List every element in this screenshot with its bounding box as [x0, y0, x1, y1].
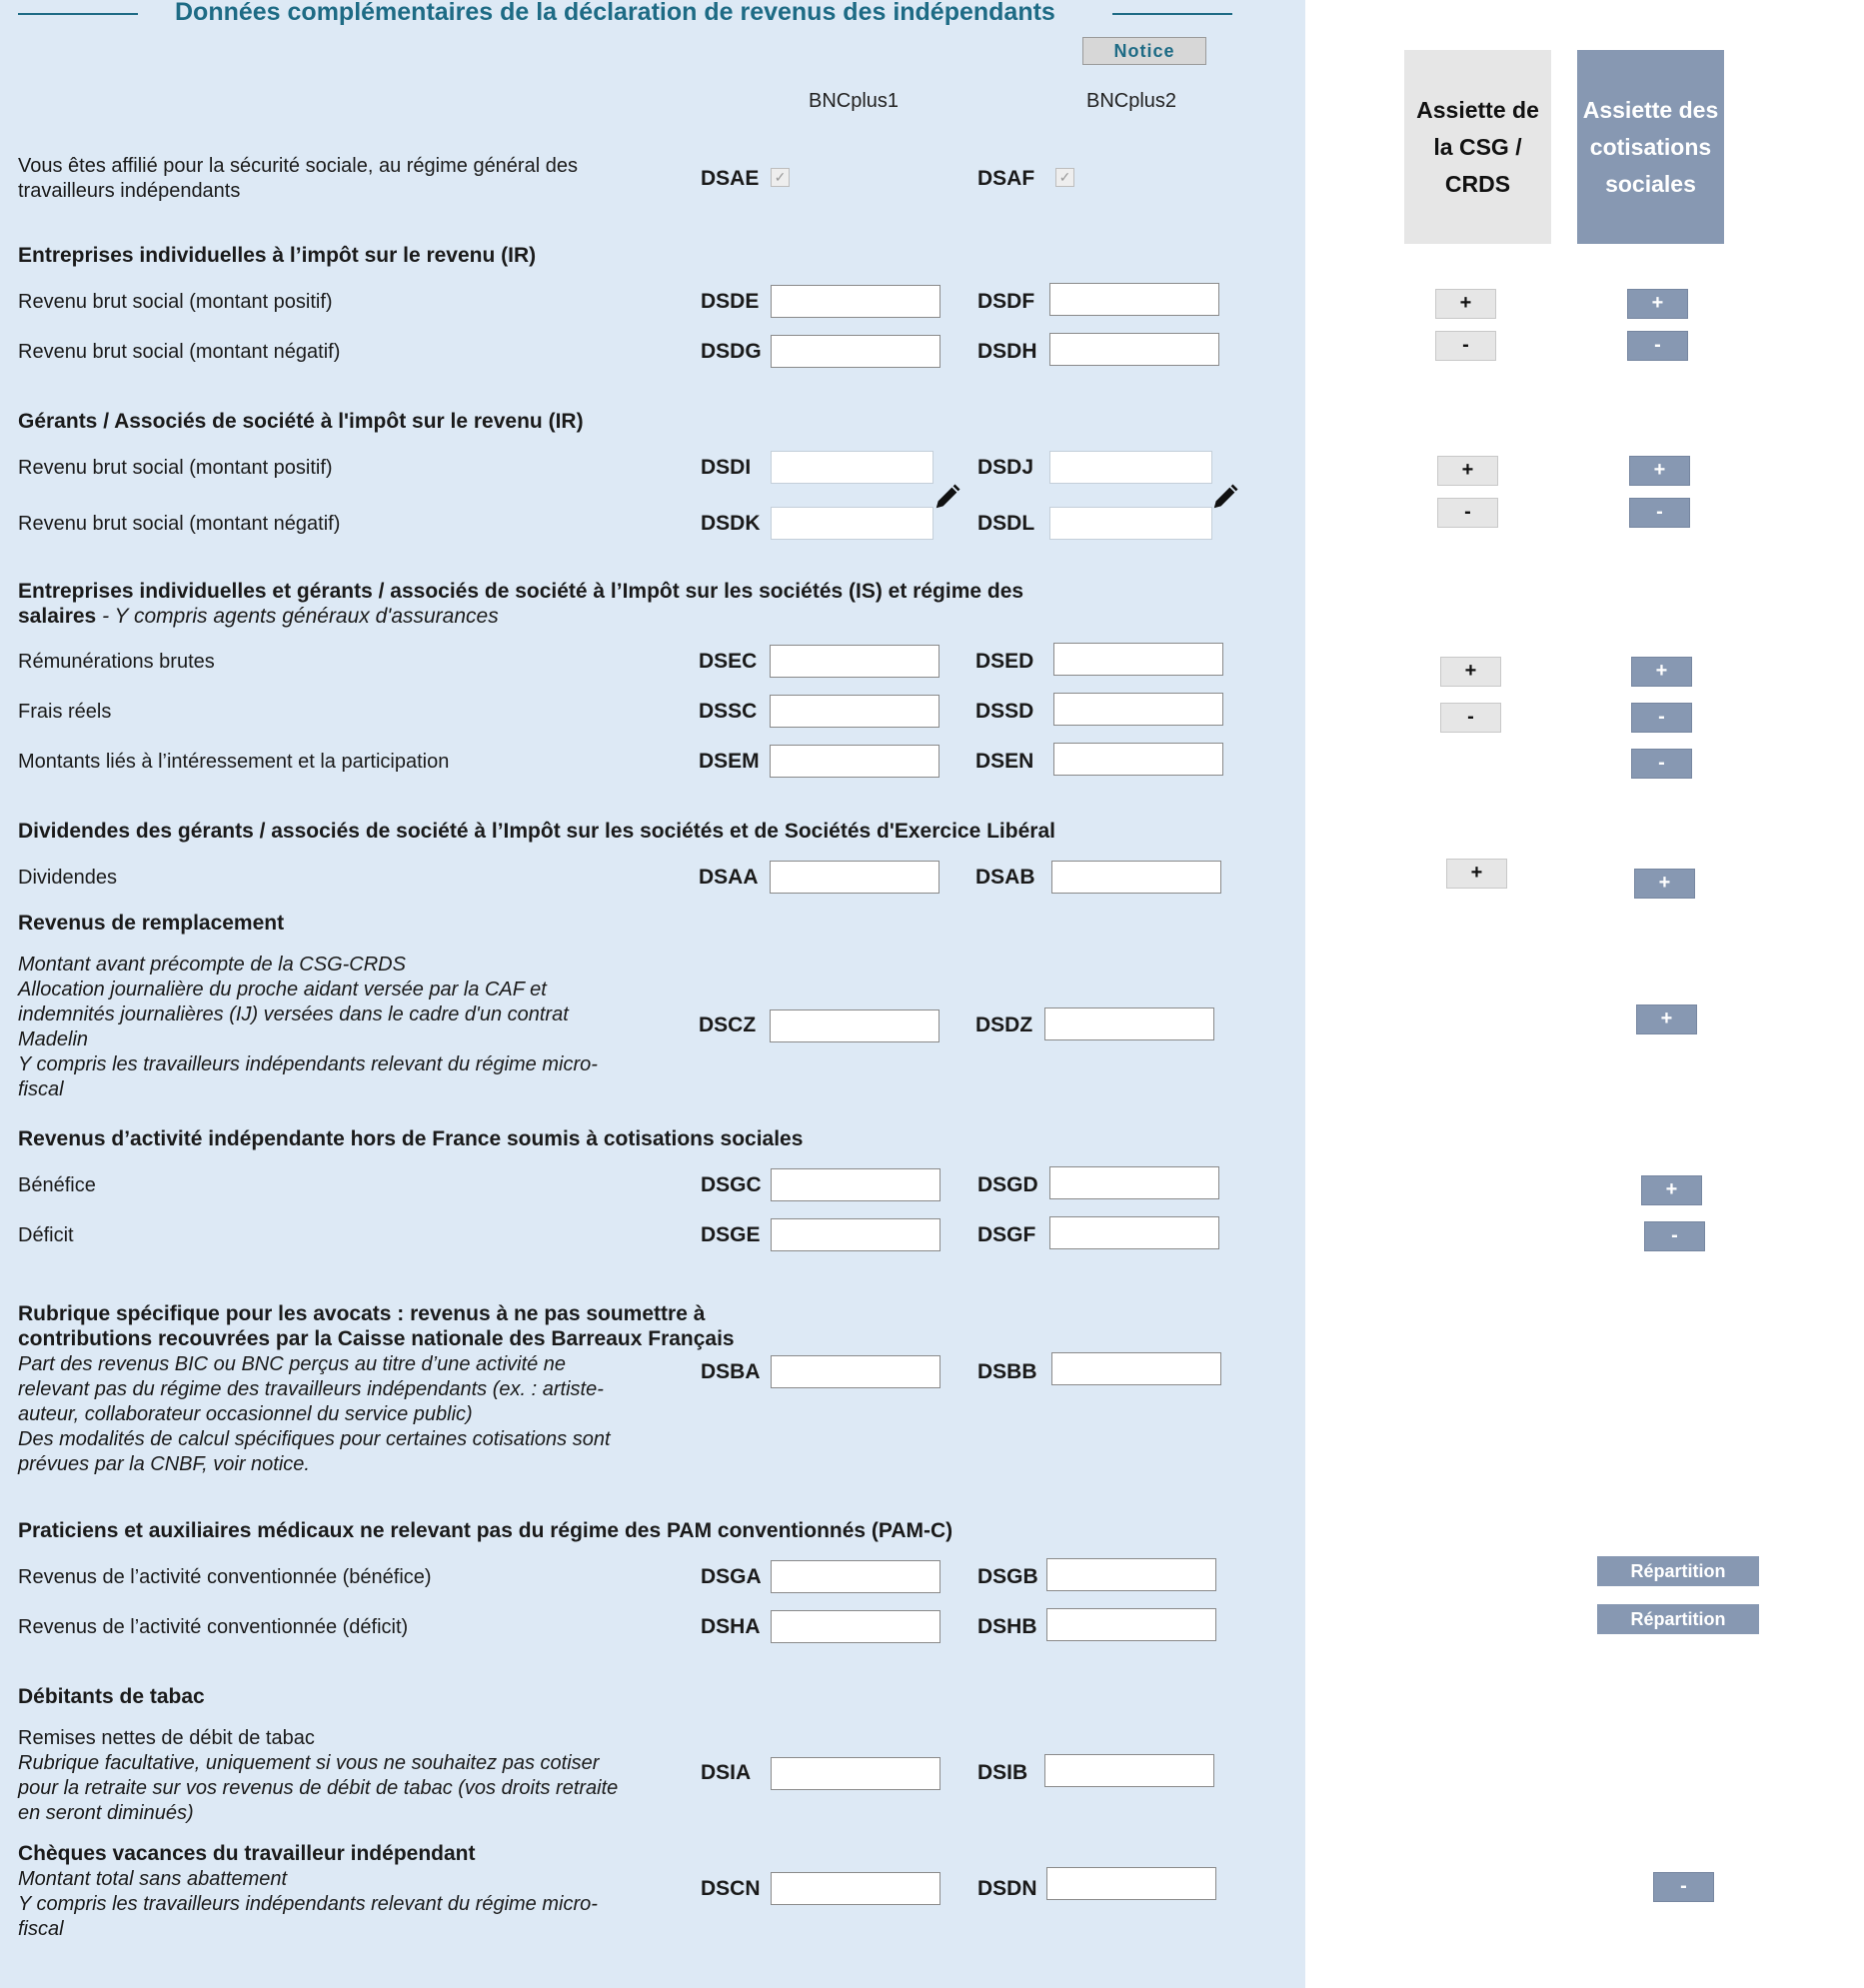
code-dsdj: DSDJ	[977, 456, 1034, 479]
section-title-dividendes: Dividendes des gérants / associés de société à l’Impôt sur les sociétés et de Sociétés d'Exercice Libéral	[18, 820, 1055, 843]
dsem-label: Montants liés à l’intéressement et la participation	[18, 751, 450, 773]
code-dsbb: DSBB	[977, 1360, 1037, 1383]
dssc-input[interactable]	[770, 695, 939, 728]
cheques-note-line3: fiscal	[18, 1918, 64, 1940]
tabac-label: Remises nettes de débit de tabac	[18, 1727, 315, 1749]
dsec-input[interactable]	[770, 645, 939, 678]
avocats-note-line1: Part des revenus BIC ou BNC perçus au titre d’une activité ne	[18, 1353, 567, 1375]
csg-crds-header: Assiette de la CSG / CRDS	[1404, 50, 1551, 244]
column-header-bncplus1: BNCplus1	[809, 90, 900, 112]
dsem-input[interactable]	[770, 745, 939, 778]
code-dsdn: DSDN	[977, 1877, 1037, 1900]
avocats-note-line3: auteur, collaborateur occasionnel du service public)	[18, 1403, 473, 1425]
dsgc-label: Bénéfice	[18, 1174, 96, 1196]
code-dssd: DSSD	[975, 700, 1034, 723]
code-dsdi: DSDI	[701, 456, 752, 479]
affiliation-label-line2: travailleurs indépendants	[18, 180, 241, 202]
dsde-label: Revenu brut social (montant positif)	[18, 291, 333, 313]
cotis-minus-button[interactable]: -	[1644, 1221, 1705, 1251]
cotis-minus-button[interactable]: -	[1627, 331, 1688, 361]
dsdf-input[interactable]	[1049, 283, 1219, 316]
cotis-minus-button[interactable]: -	[1653, 1872, 1714, 1902]
code-dsde: DSDE	[701, 290, 760, 313]
dsae-checkbox[interactable]: ✓	[771, 168, 790, 187]
dsba-input[interactable]	[771, 1355, 940, 1388]
code-dsba: DSBA	[701, 1360, 761, 1383]
dsdg-input[interactable]	[771, 335, 940, 368]
code-dscz: DSCZ	[699, 1013, 757, 1036]
dsge-label: Déficit	[18, 1224, 74, 1246]
cotis-plus-button[interactable]: +	[1631, 657, 1692, 687]
pencil-icon[interactable]	[932, 482, 962, 512]
remplacement-note-line3: indemnités journalières (IJ) versées dans le cadre d'un contrat	[18, 1003, 569, 1025]
cotis-minus-button[interactable]: -	[1631, 703, 1692, 733]
tabac-note-line2: pour la retraite sur vos revenus de débit de tabac (vos droits retraite	[18, 1777, 619, 1799]
code-dsge: DSGE	[701, 1223, 761, 1246]
csg-plus-button[interactable]: +	[1437, 456, 1498, 486]
notice-button[interactable]: Notice	[1082, 37, 1206, 65]
dsec-label: Rémunérations brutes	[18, 651, 215, 673]
dsdg-label: Revenu brut social (montant négatif)	[18, 341, 341, 363]
code-dsdk: DSDK	[701, 512, 761, 535]
dshb-input[interactable]	[1046, 1608, 1216, 1641]
dsge-input[interactable]	[771, 1218, 940, 1251]
cotis-plus-button[interactable]: +	[1634, 869, 1695, 899]
section-title-ir: Entreprises individuelles à l’impôt sur le revenu (IR)	[18, 244, 537, 267]
section-title-cheques: Chèques vacances du travailleur indépendant	[18, 1842, 476, 1865]
cotis-plus-button[interactable]: +	[1641, 1175, 1702, 1205]
tabac-note-line1: Rubrique facultative, uniquement si vous ne souhaitez pas cotiser	[18, 1752, 600, 1774]
dsde-input[interactable]	[771, 285, 940, 318]
remplacement-note-line4: Madelin	[18, 1028, 89, 1050]
dsdn-input[interactable]	[1046, 1867, 1216, 1900]
code-dscn: DSCN	[701, 1877, 761, 1900]
cheques-note-line2: Y compris les travailleurs indépendants relevant du régime micro-	[18, 1893, 598, 1915]
dsga-label: Revenus de l’activité conventionnée (bénéfice)	[18, 1566, 432, 1588]
dsgc-input[interactable]	[771, 1168, 940, 1201]
section-title-avocats-line1: Rubrique spécifique pour les avocats : revenus à ne pas soumettre à	[18, 1302, 706, 1325]
dsdk-label: Revenu brut social (montant négatif)	[18, 513, 341, 535]
cotis-minus-button[interactable]: -	[1629, 498, 1690, 528]
csg-minus-button[interactable]: -	[1437, 498, 1498, 528]
remplacement-note-line1: Montant avant précompte de la CSG-CRDS	[18, 954, 406, 976]
code-dsia: DSIA	[701, 1761, 752, 1784]
dsha-label: Revenus de l’activité conventionnée (déficit)	[18, 1616, 409, 1638]
cotis-plus-button[interactable]: +	[1636, 1004, 1697, 1034]
remplacement-note-line6: fiscal	[18, 1078, 64, 1100]
dsed-input[interactable]	[1053, 643, 1223, 676]
avocats-note-line5: prévues par la CNBF, voir notice.	[18, 1453, 310, 1475]
avocats-note-line4: Des modalités de calcul spécifiques pour certaines cotisations sont	[18, 1428, 611, 1450]
code-dsed: DSED	[975, 650, 1034, 673]
dsdk-input[interactable]	[771, 507, 933, 540]
section-title-is-note: - Y compris agents généraux d'assurances	[96, 605, 499, 628]
section-title-is-line1: Entreprises individuelles et gérants / associés de société à l’Impôt sur les sociétés (IS) et régime des	[18, 580, 1024, 603]
code-dsdf: DSDF	[977, 290, 1035, 313]
title-rule-left	[18, 13, 138, 15]
code-dsen: DSEN	[975, 750, 1034, 773]
section-title-gerants-ir: Gérants / Associés de société à l'impôt sur le revenu (IR)	[18, 410, 584, 433]
dscz-input[interactable]	[770, 1009, 939, 1042]
code-dsdh: DSDH	[977, 340, 1037, 363]
dsbb-input[interactable]	[1051, 1352, 1221, 1385]
dsgd-input[interactable]	[1049, 1166, 1219, 1199]
code-dsaf: DSAF	[977, 167, 1035, 190]
csg-plus-button[interactable]: +	[1446, 859, 1507, 889]
dsdh-input[interactable]	[1049, 333, 1219, 366]
dsha-input[interactable]	[771, 1610, 940, 1643]
cheques-note-line1: Montant total sans abattement	[18, 1868, 288, 1890]
dssd-input[interactable]	[1053, 693, 1223, 726]
cotis-plus-button[interactable]: +	[1627, 289, 1688, 319]
section-title-avocats-line2: contributions recouvrées par la Caisse nationale des Barreaux Français	[18, 1327, 735, 1350]
code-dsgd: DSGD	[977, 1173, 1038, 1196]
csg-plus-button[interactable]: +	[1440, 657, 1501, 687]
code-dsib: DSIB	[977, 1761, 1028, 1784]
dsia-input[interactable]	[771, 1757, 940, 1790]
code-dsem: DSEM	[699, 750, 760, 773]
code-dssc: DSSC	[699, 700, 758, 723]
section-title-remplacement: Revenus de remplacement	[18, 912, 285, 935]
cotis-plus-button[interactable]: +	[1629, 456, 1690, 486]
code-dsga: DSGA	[701, 1565, 762, 1588]
dsdi-label: Revenu brut social (montant positif)	[18, 457, 333, 479]
code-dsgf: DSGF	[977, 1223, 1036, 1246]
code-dsha: DSHA	[701, 1615, 761, 1638]
dsgb-input[interactable]	[1046, 1558, 1216, 1591]
csg-plus-button[interactable]: +	[1435, 289, 1496, 319]
dsib-input[interactable]	[1044, 1754, 1214, 1787]
code-dsdg: DSDG	[701, 340, 762, 363]
dsdl-input[interactable]	[1049, 507, 1212, 540]
dsab-input[interactable]	[1051, 861, 1221, 894]
remplacement-note-line5: Y compris les travailleurs indépendants relevant du régime micro-	[18, 1053, 598, 1075]
dsaa-label: Dividendes	[18, 867, 117, 889]
section-title-hors-france: Revenus d’activité indépendante hors de France soumis à cotisations sociales	[18, 1127, 804, 1150]
column-header-bncplus2: BNCplus2	[1086, 90, 1177, 112]
code-dsgc: DSGC	[701, 1173, 762, 1196]
right-panel	[1305, 0, 1864, 1988]
csg-minus-button[interactable]: -	[1435, 331, 1496, 361]
code-dshb: DSHB	[977, 1615, 1037, 1638]
dssc-label: Frais réels	[18, 701, 112, 723]
code-dsab: DSAB	[975, 866, 1035, 889]
repartition-button[interactable]: Répartition	[1597, 1604, 1759, 1634]
dsdj-input[interactable]	[1049, 451, 1212, 484]
dsdz-input[interactable]	[1044, 1007, 1214, 1040]
code-dsdz: DSDZ	[975, 1013, 1033, 1036]
code-dsgb: DSGB	[977, 1565, 1038, 1588]
cotisations-header: Assiette des cotisations sociales	[1577, 50, 1724, 244]
csg-minus-button[interactable]: -	[1440, 703, 1501, 733]
dsga-input[interactable]	[771, 1560, 940, 1593]
tabac-note-line3: en seront diminués)	[18, 1802, 194, 1824]
cotis-minus-button[interactable]: -	[1631, 749, 1692, 779]
code-dsdl: DSDL	[977, 512, 1035, 535]
title-rule-right	[1112, 13, 1232, 15]
dsaf-checkbox[interactable]: ✓	[1055, 168, 1074, 187]
avocats-note-line2: relevant pas du régime des travailleurs indépendants (ex. : artiste-	[18, 1378, 604, 1400]
dscn-input[interactable]	[771, 1872, 940, 1905]
affiliation-label-line1: Vous êtes affilié pour la sécurité sociale, au régime général des	[18, 155, 578, 177]
dsgf-input[interactable]	[1049, 1216, 1219, 1249]
section-title-tabac: Débitants de tabac	[18, 1685, 205, 1708]
dsdi-input[interactable]	[771, 451, 933, 484]
dsaa-input[interactable]	[770, 861, 939, 894]
section-title-is-salaires: salaires	[18, 605, 97, 628]
dsen-input[interactable]	[1053, 743, 1223, 776]
remplacement-note-line2: Allocation journalière du proche aidant versée par la CAF et	[18, 979, 547, 1000]
page-title: Données complémentaires de la déclaration de revenus des indépendants	[175, 0, 1055, 26]
section-title-is-line2	[18, 605, 499, 629]
pencil-icon[interactable]	[1210, 482, 1240, 512]
code-dsec: DSEC	[699, 650, 758, 673]
code-dsae: DSAE	[701, 167, 760, 190]
code-dsaa: DSAA	[699, 866, 759, 889]
section-title-pam: Praticiens et auxiliaires médicaux ne relevant pas du régime des PAM conventionnés (PAM-C)	[18, 1519, 953, 1542]
repartition-button[interactable]: Répartition	[1597, 1556, 1759, 1586]
